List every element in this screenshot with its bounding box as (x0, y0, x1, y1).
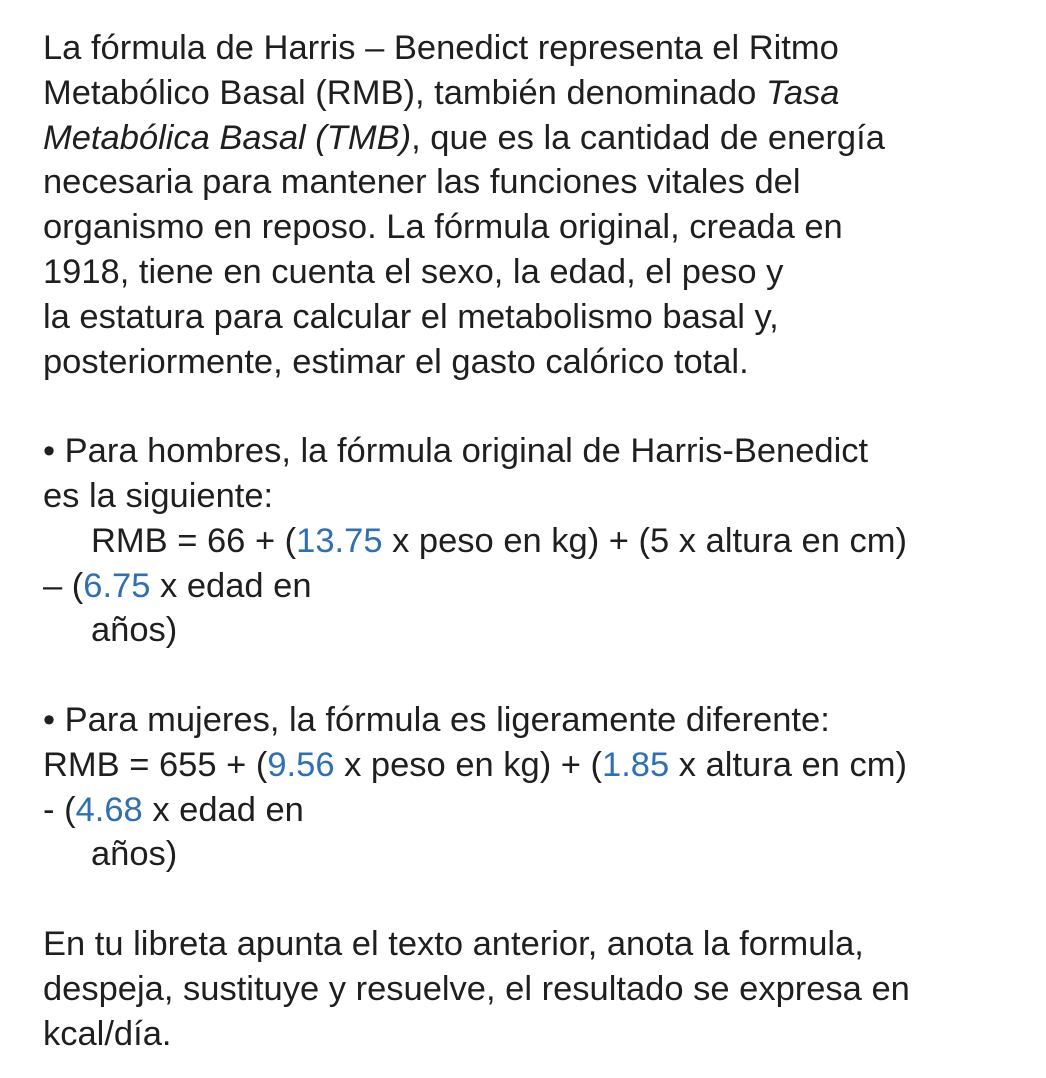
women-formula-line: RMB = 655 + (9.56 x peso en kg) + (1.85 x altura en cm) (43, 745, 907, 784)
intro-line: necesaria para mantener las funciones vitales del (43, 163, 801, 202)
italic-term: Tasa (765, 73, 840, 112)
spacer (43, 384, 1033, 429)
men-formula-section (43, 429, 1033, 653)
coefficient: 4.68 (75, 790, 143, 829)
women-formula-line: años) (91, 835, 178, 874)
women-formula-section (43, 698, 1033, 877)
coefficient: 13.75 (296, 521, 383, 560)
coefficient: 6.75 (83, 566, 151, 605)
intro-line: organismo en reposo. La fórmula original, creada en (43, 208, 843, 247)
instructions-paragraph (43, 922, 1033, 1056)
coefficient: 1.85 (602, 745, 670, 784)
instructions-line: despeja, sustituye y resuelve, el resultado se expresa en (43, 969, 910, 1008)
men-formula-line: años) (91, 611, 178, 650)
spacer (43, 653, 1033, 698)
intro-line: La fórmula de Harris – Benedict representa el Ritmo (43, 29, 839, 67)
intro-line: Metabólica Basal (TMB), que es la cantidad de energía (43, 118, 885, 157)
men-bullet-cont: es la siguiente: (43, 476, 274, 515)
women-formula-line: - (4.68 x edad en (43, 790, 304, 829)
women-bullet: • Para mujeres, la fórmula es ligeramente diferente: (43, 700, 830, 739)
instructions-line: En tu libreta apunta el texto anterior, anota la formula, (43, 924, 864, 963)
intro-line: 1918, tiene en cuenta el sexo, la edad, el peso y (43, 252, 784, 291)
men-formula-line: – (6.75 x edad en (43, 566, 312, 605)
intro-line: Metabólico Basal (RMB), también denominado Tasa (43, 73, 840, 112)
coefficient: 9.56 (267, 745, 335, 784)
men-bullet: • Para hombres, la fórmula original de Harris-Benedict (43, 432, 869, 471)
men-formula-line: RMB = 66 + (13.75 x peso en kg) + (5 x altura en cm) (91, 521, 907, 560)
instructions-line: kcal/día. (43, 1014, 172, 1053)
spacer (43, 877, 1033, 922)
intro-line: posteriormente, estimar el gasto calórico total. (43, 342, 749, 381)
intro-line: la estatura para calcular el metabolismo basal y, (43, 297, 779, 336)
italic-term: Metabólica Basal (TMB) (43, 118, 412, 157)
intro-paragraph (43, 26, 1033, 384)
document-body (43, 26, 1033, 1056)
